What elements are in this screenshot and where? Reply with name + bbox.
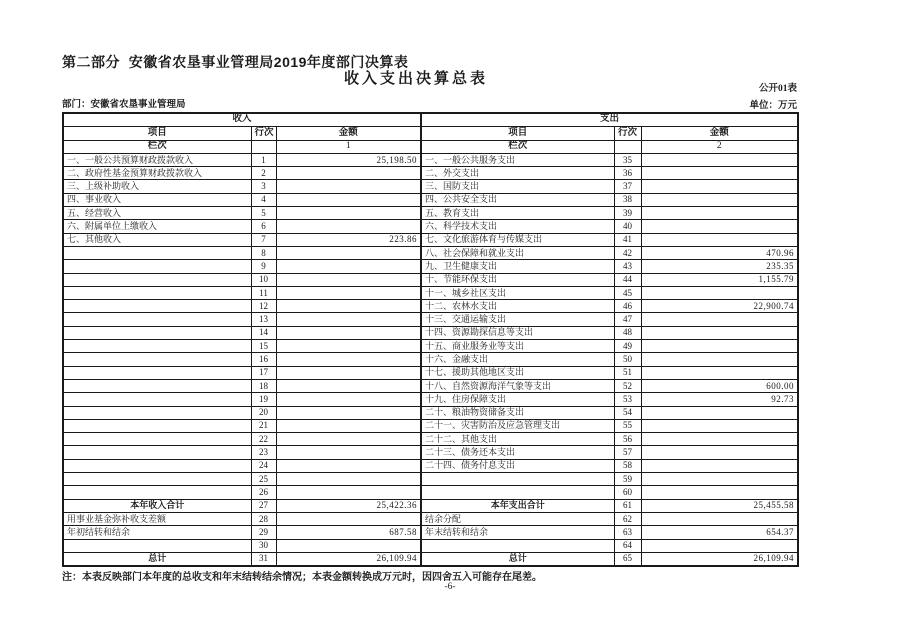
income-line-cell: 20	[251, 406, 276, 419]
table-row	[63, 552, 798, 566]
income-item-cell	[63, 433, 251, 446]
table-row	[63, 180, 798, 193]
expense-item-cell: 十二、农林水支出	[421, 300, 614, 313]
income-amount-cell	[276, 260, 421, 273]
document-title: 第二部分 安徽省农垦事业管理局2019年度部门决算表	[62, 54, 409, 70]
income-item-cell	[63, 539, 251, 552]
expense-line-cell: 56	[614, 433, 641, 446]
income-line-cell: 30	[251, 539, 276, 552]
expense-line-cell: 48	[614, 326, 641, 339]
column-header-row	[63, 127, 798, 140]
expense-amount-cell	[641, 512, 798, 525]
expense-line-cell: 51	[614, 366, 641, 379]
expense-item-cell: 十、节能环保支出	[421, 273, 614, 286]
expense-line-cell: 38	[614, 193, 641, 206]
expense-amount-cell	[641, 233, 798, 246]
expense-amount-cell	[641, 539, 798, 552]
income-amount-cell	[276, 180, 421, 193]
income-item-cell	[63, 486, 251, 499]
table-row	[63, 167, 798, 180]
expense-index-blank	[614, 140, 641, 153]
income-line-cell: 31	[251, 552, 276, 566]
income-item-cell: 总计	[63, 552, 251, 566]
expense-amount-cell	[641, 419, 798, 432]
expense-item-cell: 六、科学技术支出	[421, 220, 614, 233]
department-label: 部门：安徽省农垦事业管理局	[62, 100, 186, 110]
income-item-cell: 一、一般公共预算财政拨款收入	[63, 153, 251, 166]
expense-line-cell: 45	[614, 286, 641, 299]
expense-column-index: 2	[641, 140, 798, 153]
expense-line-cell: 59	[614, 473, 641, 486]
expense-amount-cell	[641, 459, 798, 472]
expense-item-cell: 二十一、灾害防治及应急管理支出	[421, 419, 614, 432]
income-amount-cell	[276, 353, 421, 366]
income-line-cell: 9	[251, 260, 276, 273]
table-row	[63, 512, 798, 525]
expense-line-cell: 57	[614, 446, 641, 459]
income-line-cell: 22	[251, 433, 276, 446]
income-item-cell	[63, 419, 251, 432]
table-row	[63, 193, 798, 206]
expense-amount-cell	[641, 340, 798, 353]
expense-amount-cell	[641, 193, 798, 206]
expense-amount-cell	[641, 486, 798, 499]
expense-amount-cell: 235.35	[641, 260, 798, 273]
income-line-cell: 27	[251, 499, 276, 512]
expense-amount-cell	[641, 207, 798, 220]
expense-amount-cell: 22,900.74	[641, 300, 798, 313]
table-row	[63, 459, 798, 472]
table-row	[63, 273, 798, 286]
income-item-cell	[63, 340, 251, 353]
table-header	[63, 113, 798, 153]
expense-line-cell: 39	[614, 207, 641, 220]
expense-item-cell: 十四、资源勘探信息等支出	[421, 326, 614, 339]
income-line-cell: 6	[251, 220, 276, 233]
expense-item-cell: 十五、商业服务业等支出	[421, 340, 614, 353]
expense-item-cell: 年末结转和结余	[421, 526, 614, 539]
column-index-row	[63, 140, 798, 153]
unit-label: 单位：万元	[749, 101, 797, 111]
income-item-header: 项目	[63, 127, 251, 140]
income-item-cell	[63, 313, 251, 326]
expense-item-cell: 五、教育支出	[421, 207, 614, 220]
expense-line-cell: 35	[614, 153, 641, 166]
income-item-cell	[63, 473, 251, 486]
income-amount-cell	[276, 300, 421, 313]
table-row	[63, 286, 798, 299]
section-header-row	[63, 113, 798, 127]
income-amount-cell	[276, 539, 421, 552]
table-row	[63, 433, 798, 446]
table-row	[63, 220, 798, 233]
income-line-cell: 17	[251, 366, 276, 379]
income-column-index: 1	[276, 140, 421, 153]
table-row	[63, 406, 798, 419]
income-amount-cell	[276, 313, 421, 326]
expense-index-label: 栏次	[421, 140, 614, 153]
table-row	[63, 499, 798, 512]
income-amount-cell	[276, 366, 421, 379]
income-amount-header: 金额	[276, 127, 421, 140]
expense-amount-cell: 600.00	[641, 379, 798, 392]
income-line-cell: 19	[251, 393, 276, 406]
expense-item-cell: 二十三、债务还本支出	[421, 446, 614, 459]
expense-item-cell: 三、国防支出	[421, 180, 614, 193]
table-row	[63, 353, 798, 366]
expense-item-cell: 十七、援助其他地区支出	[421, 366, 614, 379]
income-item-cell: 年初结转和结余	[63, 526, 251, 539]
expense-item-cell: 十一、城乡社区支出	[421, 286, 614, 299]
expense-line-header: 行次	[614, 127, 641, 140]
income-amount-cell: 26,109.94	[276, 552, 421, 566]
expense-amount-cell	[641, 167, 798, 180]
page-number: -6-	[444, 582, 456, 592]
expense-line-cell: 36	[614, 167, 641, 180]
income-item-cell	[63, 246, 251, 259]
income-item-cell: 四、事业收入	[63, 193, 251, 206]
expense-item-cell: 四、公共安全支出	[421, 193, 614, 206]
table-title: 收入支出决算总表	[344, 70, 489, 87]
income-item-cell: 本年收入合计	[63, 499, 251, 512]
income-item-cell: 用事业基金弥补收支差额	[63, 512, 251, 525]
table-row	[63, 486, 798, 499]
expense-item-cell: 十六、金融支出	[421, 353, 614, 366]
income-line-cell: 8	[251, 246, 276, 259]
income-line-cell: 10	[251, 273, 276, 286]
expense-item-cell: 结余分配	[421, 512, 614, 525]
income-line-cell: 15	[251, 340, 276, 353]
income-item-cell	[63, 260, 251, 273]
table-row	[63, 153, 798, 166]
expense-line-cell: 60	[614, 486, 641, 499]
table-row	[63, 366, 798, 379]
income-amount-cell	[276, 273, 421, 286]
income-amount-cell	[276, 512, 421, 525]
expense-line-cell: 40	[614, 220, 641, 233]
footnote: 注：本表反映部门本年度的总收支和年末结转结余情况；本表金额转换成万元时，因四舍五入可能存在尾差。	[62, 572, 542, 583]
income-line-cell: 5	[251, 207, 276, 220]
income-item-cell	[63, 379, 251, 392]
expense-line-cell: 65	[614, 552, 641, 566]
expense-amount-cell: 92.73	[641, 393, 798, 406]
table-row	[63, 313, 798, 326]
expense-line-cell: 62	[614, 512, 641, 525]
income-item-cell: 五、经营收入	[63, 207, 251, 220]
income-item-cell	[63, 459, 251, 472]
expense-line-cell: 42	[614, 246, 641, 259]
expense-line-cell: 49	[614, 340, 641, 353]
expense-line-cell: 63	[614, 526, 641, 539]
income-amount-cell	[276, 406, 421, 419]
expense-amount-cell: 654.37	[641, 526, 798, 539]
income-line-cell: 4	[251, 193, 276, 206]
expense-item-cell: 十九、住房保障支出	[421, 393, 614, 406]
income-line-cell: 2	[251, 167, 276, 180]
table-row	[63, 379, 798, 392]
table-row	[63, 246, 798, 259]
income-amount-cell	[276, 167, 421, 180]
income-amount-cell	[276, 459, 421, 472]
income-line-cell: 3	[251, 180, 276, 193]
income-line-header: 行次	[251, 127, 276, 140]
income-item-cell	[63, 393, 251, 406]
table-row	[63, 207, 798, 220]
income-line-cell: 24	[251, 459, 276, 472]
income-item-cell	[63, 366, 251, 379]
expense-amount-header: 金额	[641, 127, 798, 140]
expense-line-cell: 54	[614, 406, 641, 419]
expense-line-cell: 44	[614, 273, 641, 286]
income-amount-cell	[276, 220, 421, 233]
income-amount-cell	[276, 193, 421, 206]
income-line-cell: 1	[251, 153, 276, 166]
form-code-label: 公开01表	[758, 84, 797, 94]
expense-item-header: 项目	[421, 127, 614, 140]
expense-amount-cell	[641, 286, 798, 299]
income-amount-cell: 25,422.36	[276, 499, 421, 512]
income-index-blank	[251, 140, 276, 153]
expense-item-cell	[421, 539, 614, 552]
expense-item-cell: 二十四、债务付息支出	[421, 459, 614, 472]
income-section-header: 收入	[63, 113, 421, 127]
income-item-cell: 七、其他收入	[63, 233, 251, 246]
income-amount-cell: 223.86	[276, 233, 421, 246]
expense-item-cell: 十八、自然资源海洋气象等支出	[421, 379, 614, 392]
table-row	[63, 539, 798, 552]
table-row	[63, 419, 798, 432]
expense-item-cell: 本年支出合计	[421, 499, 614, 512]
income-line-cell: 13	[251, 313, 276, 326]
income-item-cell: 二、政府性基金预算财政拨款收入	[63, 167, 251, 180]
income-item-cell	[63, 286, 251, 299]
expense-line-cell: 55	[614, 419, 641, 432]
income-item-cell	[63, 326, 251, 339]
expense-item-cell: 二十二、其他支出	[421, 433, 614, 446]
expense-section-header: 支出	[421, 113, 798, 127]
expense-amount-cell	[641, 353, 798, 366]
income-line-cell: 12	[251, 300, 276, 313]
income-line-cell: 18	[251, 379, 276, 392]
income-item-cell	[63, 300, 251, 313]
expense-item-cell: 一、一般公共服务支出	[421, 153, 614, 166]
income-line-cell: 26	[251, 486, 276, 499]
expense-amount-cell	[641, 220, 798, 233]
table-row	[63, 526, 798, 539]
income-amount-cell: 25,198.50	[276, 153, 421, 166]
expense-item-cell	[421, 473, 614, 486]
income-amount-cell	[276, 419, 421, 432]
table-row	[63, 326, 798, 339]
expense-amount-cell	[641, 433, 798, 446]
income-amount-cell	[276, 393, 421, 406]
income-line-cell: 16	[251, 353, 276, 366]
expense-item-cell: 二十、粮油物资储备支出	[421, 406, 614, 419]
income-item-cell	[63, 406, 251, 419]
expense-item-cell: 总计	[421, 552, 614, 566]
income-line-cell: 11	[251, 286, 276, 299]
income-amount-cell	[276, 486, 421, 499]
expense-amount-cell: 470.96	[641, 246, 798, 259]
expense-line-cell: 61	[614, 499, 641, 512]
income-amount-cell	[276, 446, 421, 459]
income-line-cell: 28	[251, 512, 276, 525]
income-amount-cell	[276, 340, 421, 353]
income-amount-cell	[276, 286, 421, 299]
income-amount-cell	[276, 473, 421, 486]
income-item-cell	[63, 353, 251, 366]
expense-item-cell: 七、文化旅游体育与传媒支出	[421, 233, 614, 246]
expense-line-cell: 52	[614, 379, 641, 392]
expense-amount-cell	[641, 406, 798, 419]
table-row	[63, 473, 798, 486]
income-amount-cell	[276, 379, 421, 392]
expense-line-cell: 43	[614, 260, 641, 273]
expense-amount-cell	[641, 446, 798, 459]
budget-summary-table	[62, 112, 799, 567]
expense-line-cell: 37	[614, 180, 641, 193]
table-body	[63, 153, 798, 566]
income-amount-cell	[276, 326, 421, 339]
expense-amount-cell: 25,455.58	[641, 499, 798, 512]
expense-item-cell	[421, 486, 614, 499]
table-row	[63, 446, 798, 459]
table-row	[63, 393, 798, 406]
income-line-cell: 25	[251, 473, 276, 486]
expense-line-cell: 47	[614, 313, 641, 326]
expense-amount-cell	[641, 313, 798, 326]
income-amount-cell	[276, 433, 421, 446]
expense-item-cell: 九、卫生健康支出	[421, 260, 614, 273]
income-line-cell: 21	[251, 419, 276, 432]
expense-amount-cell: 1,155.79	[641, 273, 798, 286]
table-row	[63, 233, 798, 246]
expense-amount-cell	[641, 366, 798, 379]
income-amount-cell	[276, 207, 421, 220]
income-item-cell	[63, 273, 251, 286]
income-item-cell	[63, 446, 251, 459]
table-row	[63, 340, 798, 353]
income-index-label: 栏次	[63, 140, 251, 153]
expense-amount-cell	[641, 326, 798, 339]
expense-line-cell: 50	[614, 353, 641, 366]
expense-amount-cell	[641, 180, 798, 193]
income-item-cell: 六、附属单位上缴收入	[63, 220, 251, 233]
expense-line-cell: 53	[614, 393, 641, 406]
expense-amount-cell	[641, 473, 798, 486]
income-line-cell: 23	[251, 446, 276, 459]
table-row	[63, 260, 798, 273]
income-amount-cell	[276, 246, 421, 259]
expense-item-cell: 二、外交支出	[421, 167, 614, 180]
income-line-cell: 7	[251, 233, 276, 246]
expense-item-cell: 十三、交通运输支出	[421, 313, 614, 326]
expense-amount-cell: 26,109.94	[641, 552, 798, 566]
income-item-cell: 三、上级补助收入	[63, 180, 251, 193]
expense-item-cell: 八、社会保障和就业支出	[421, 246, 614, 259]
expense-amount-cell	[641, 153, 798, 166]
table-row	[63, 300, 798, 313]
expense-line-cell: 46	[614, 300, 641, 313]
expense-line-cell: 58	[614, 459, 641, 472]
expense-line-cell: 64	[614, 539, 641, 552]
expense-line-cell: 41	[614, 233, 641, 246]
income-amount-cell: 687.58	[276, 526, 421, 539]
income-line-cell: 14	[251, 326, 276, 339]
income-line-cell: 29	[251, 526, 276, 539]
